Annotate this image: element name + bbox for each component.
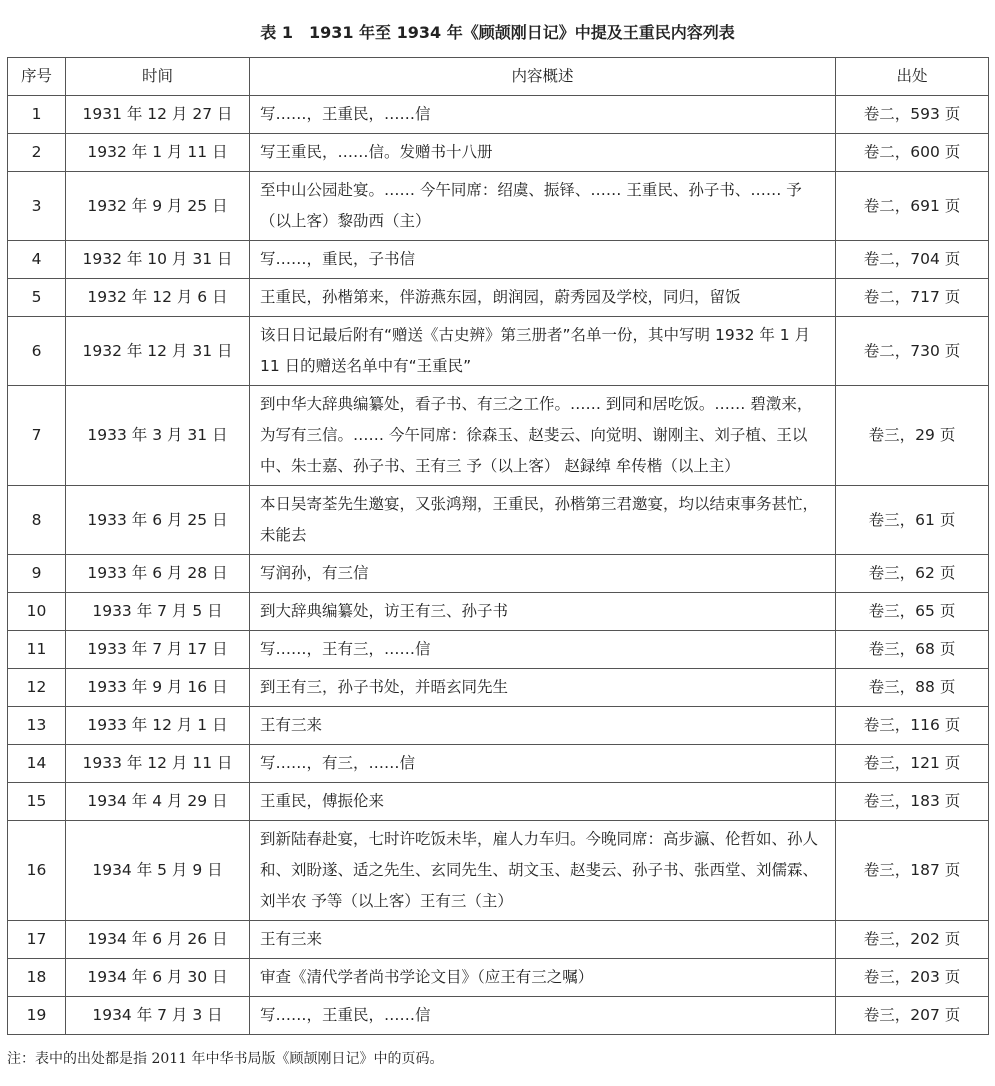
cell-content: 到大辞典编纂处，访王有三、孙子书 xyxy=(250,593,836,631)
cell-index: 17 xyxy=(8,921,66,959)
table-row xyxy=(8,486,989,555)
cell-index: 10 xyxy=(8,593,66,631)
cell-date: 1932 年 12 月 31 日 xyxy=(66,317,250,386)
cell-content: 写……，王重民，……信 xyxy=(250,96,836,134)
cell-date: 1933 年 6 月 25 日 xyxy=(66,486,250,555)
cell-index: 2 xyxy=(8,134,66,172)
cell-index: 13 xyxy=(8,707,66,745)
table-row xyxy=(8,96,989,134)
cell-index: 18 xyxy=(8,959,66,997)
table-row xyxy=(8,386,989,486)
cell-content: 写王重民，……信。发赠书十八册 xyxy=(250,134,836,172)
cell-source: 卷二，600 页 xyxy=(836,134,989,172)
cell-date: 1933 年 12 月 11 日 xyxy=(66,745,250,783)
cell-date: 1934 年 4 月 29 日 xyxy=(66,783,250,821)
header-index: 序号 xyxy=(8,58,66,96)
cell-date: 1932 年 9 月 25 日 xyxy=(66,172,250,241)
cell-date: 1932 年 12 月 6 日 xyxy=(66,279,250,317)
cell-source: 卷三，68 页 xyxy=(836,631,989,669)
cell-index: 12 xyxy=(8,669,66,707)
cell-index: 15 xyxy=(8,783,66,821)
table-footnote: 注：表中的出处都是指 2011 年中华书局版《顾颉刚日记》中的页码。 xyxy=(7,1051,444,1067)
cell-content: 本日吴寄荃先生邀宴，又张鸿翔，王重民，孙楷第三君邀宴，均以结束事务甚忙，未能去 xyxy=(250,486,836,555)
cell-date: 1933 年 7 月 5 日 xyxy=(66,593,250,631)
table-row xyxy=(8,241,989,279)
cell-date: 1932 年 10 月 31 日 xyxy=(66,241,250,279)
cell-date: 1933 年 12 月 1 日 xyxy=(66,707,250,745)
cell-index: 8 xyxy=(8,486,66,555)
table-row xyxy=(8,959,989,997)
table-body xyxy=(8,96,989,1035)
cell-source: 卷二，730 页 xyxy=(836,317,989,386)
header-row xyxy=(8,58,989,96)
cell-content: 王重民，傅振伦来 xyxy=(250,783,836,821)
cell-source: 卷三，62 页 xyxy=(836,555,989,593)
cell-source: 卷三，29 页 xyxy=(836,386,989,486)
cell-source: 卷三，65 页 xyxy=(836,593,989,631)
cell-source: 卷二，717 页 xyxy=(836,279,989,317)
table-row xyxy=(8,279,989,317)
cell-index: 19 xyxy=(8,997,66,1035)
cell-index: 1 xyxy=(8,96,66,134)
cell-index: 11 xyxy=(8,631,66,669)
header-date: 时间 xyxy=(66,58,250,96)
cell-source: 卷三，121 页 xyxy=(836,745,989,783)
cell-date: 1932 年 1 月 11 日 xyxy=(66,134,250,172)
cell-content: 写……，重民，子书信 xyxy=(250,241,836,279)
cell-content: 该日日记最后附有“赠送《古史辨》第三册者”名单一份，其中写明 1932 年 1 月 11 日的赠送名单中有“王重民” xyxy=(250,317,836,386)
cell-content: 写……，王重民，……信 xyxy=(250,997,836,1035)
header-source: 出处 xyxy=(836,58,989,96)
cell-source: 卷三，202 页 xyxy=(836,921,989,959)
cell-index: 3 xyxy=(8,172,66,241)
cell-content: 到新陆春赴宴，七时许吃饭未毕，雇人力车归。今晚同席：高步瀛、伦哲如、孙人和、刘盼遂、适之先生、玄同先生、胡文玉、赵斐云、孙子书、张西堂、刘儒霖、刘半农 予等（以上客）王有三（主） xyxy=(250,821,836,921)
cell-index: 16 xyxy=(8,821,66,921)
table-row xyxy=(8,997,989,1035)
cell-source: 卷三，61 页 xyxy=(836,486,989,555)
cell-content: 王有三来 xyxy=(250,921,836,959)
cell-source: 卷三，203 页 xyxy=(836,959,989,997)
cell-content: 写……，有三，……信 xyxy=(250,745,836,783)
cell-content: 至中山公园赴宴。…… 今午同席：绍虞、振铎、…… 王重民、孙子书、…… 予（以上客）黎劭西（主） xyxy=(250,172,836,241)
cell-index: 5 xyxy=(8,279,66,317)
cell-date: 1933 年 6 月 28 日 xyxy=(66,555,250,593)
table-row xyxy=(8,783,989,821)
table-row xyxy=(8,134,989,172)
cell-date: 1931 年 12 月 27 日 xyxy=(66,96,250,134)
table-row xyxy=(8,555,989,593)
cell-date: 1933 年 7 月 17 日 xyxy=(66,631,250,669)
cell-source: 卷二，704 页 xyxy=(836,241,989,279)
cell-index: 4 xyxy=(8,241,66,279)
cell-index: 9 xyxy=(8,555,66,593)
cell-source: 卷三，88 页 xyxy=(836,669,989,707)
cell-content: 写……，王有三，……信 xyxy=(250,631,836,669)
cell-source: 卷二，691 页 xyxy=(836,172,989,241)
cell-date: 1934 年 7 月 3 日 xyxy=(66,997,250,1035)
table-row xyxy=(8,669,989,707)
cell-date: 1933 年 9 月 16 日 xyxy=(66,669,250,707)
cell-index: 6 xyxy=(8,317,66,386)
cell-date: 1934 年 6 月 26 日 xyxy=(66,921,250,959)
cell-date: 1934 年 5 月 9 日 xyxy=(66,821,250,921)
cell-content: 写润孙，有三信 xyxy=(250,555,836,593)
table-row xyxy=(8,172,989,241)
cell-index: 14 xyxy=(8,745,66,783)
data-table xyxy=(7,57,989,1035)
table-title: 表 1 1931 年至 1934 年《顾颉刚日记》中提及王重民内容列表 xyxy=(260,23,735,42)
cell-content: 到王有三，孙子书处，并晤玄同先生 xyxy=(250,669,836,707)
cell-source: 卷三，116 页 xyxy=(836,707,989,745)
cell-date: 1934 年 6 月 30 日 xyxy=(66,959,250,997)
cell-source: 卷三，187 页 xyxy=(836,821,989,921)
cell-source: 卷三，183 页 xyxy=(836,783,989,821)
table-row xyxy=(8,745,989,783)
table-row xyxy=(8,921,989,959)
header-content: 内容概述 xyxy=(250,58,836,96)
table-row xyxy=(8,821,989,921)
cell-source: 卷三，207 页 xyxy=(836,997,989,1035)
table-row xyxy=(8,631,989,669)
cell-index: 7 xyxy=(8,386,66,486)
table-row xyxy=(8,317,989,386)
cell-content: 王重民，孙楷第来，伴游燕东园，朗润园，蔚秀园及学校，同归，留饭 xyxy=(250,279,836,317)
table-row xyxy=(8,707,989,745)
cell-content: 王有三来 xyxy=(250,707,836,745)
cell-content: 审查《清代学者尚书学论文目》（应王有三之嘱） xyxy=(250,959,836,997)
cell-source: 卷二，593 页 xyxy=(836,96,989,134)
cell-date: 1933 年 3 月 31 日 xyxy=(66,386,250,486)
cell-content: 到中华大辞典编纂处，看子书、有三之工作。…… 到同和居吃饭。…… 碧澂来，为写有三信。…… 今午同席：徐森玉、赵斐云、向觉明、谢刚主、刘子植、王以中、朱士嘉、孙子书、王有三 予（以上客） 赵録绰 牟传楷（以上主） xyxy=(250,386,836,486)
table-row xyxy=(8,593,989,631)
